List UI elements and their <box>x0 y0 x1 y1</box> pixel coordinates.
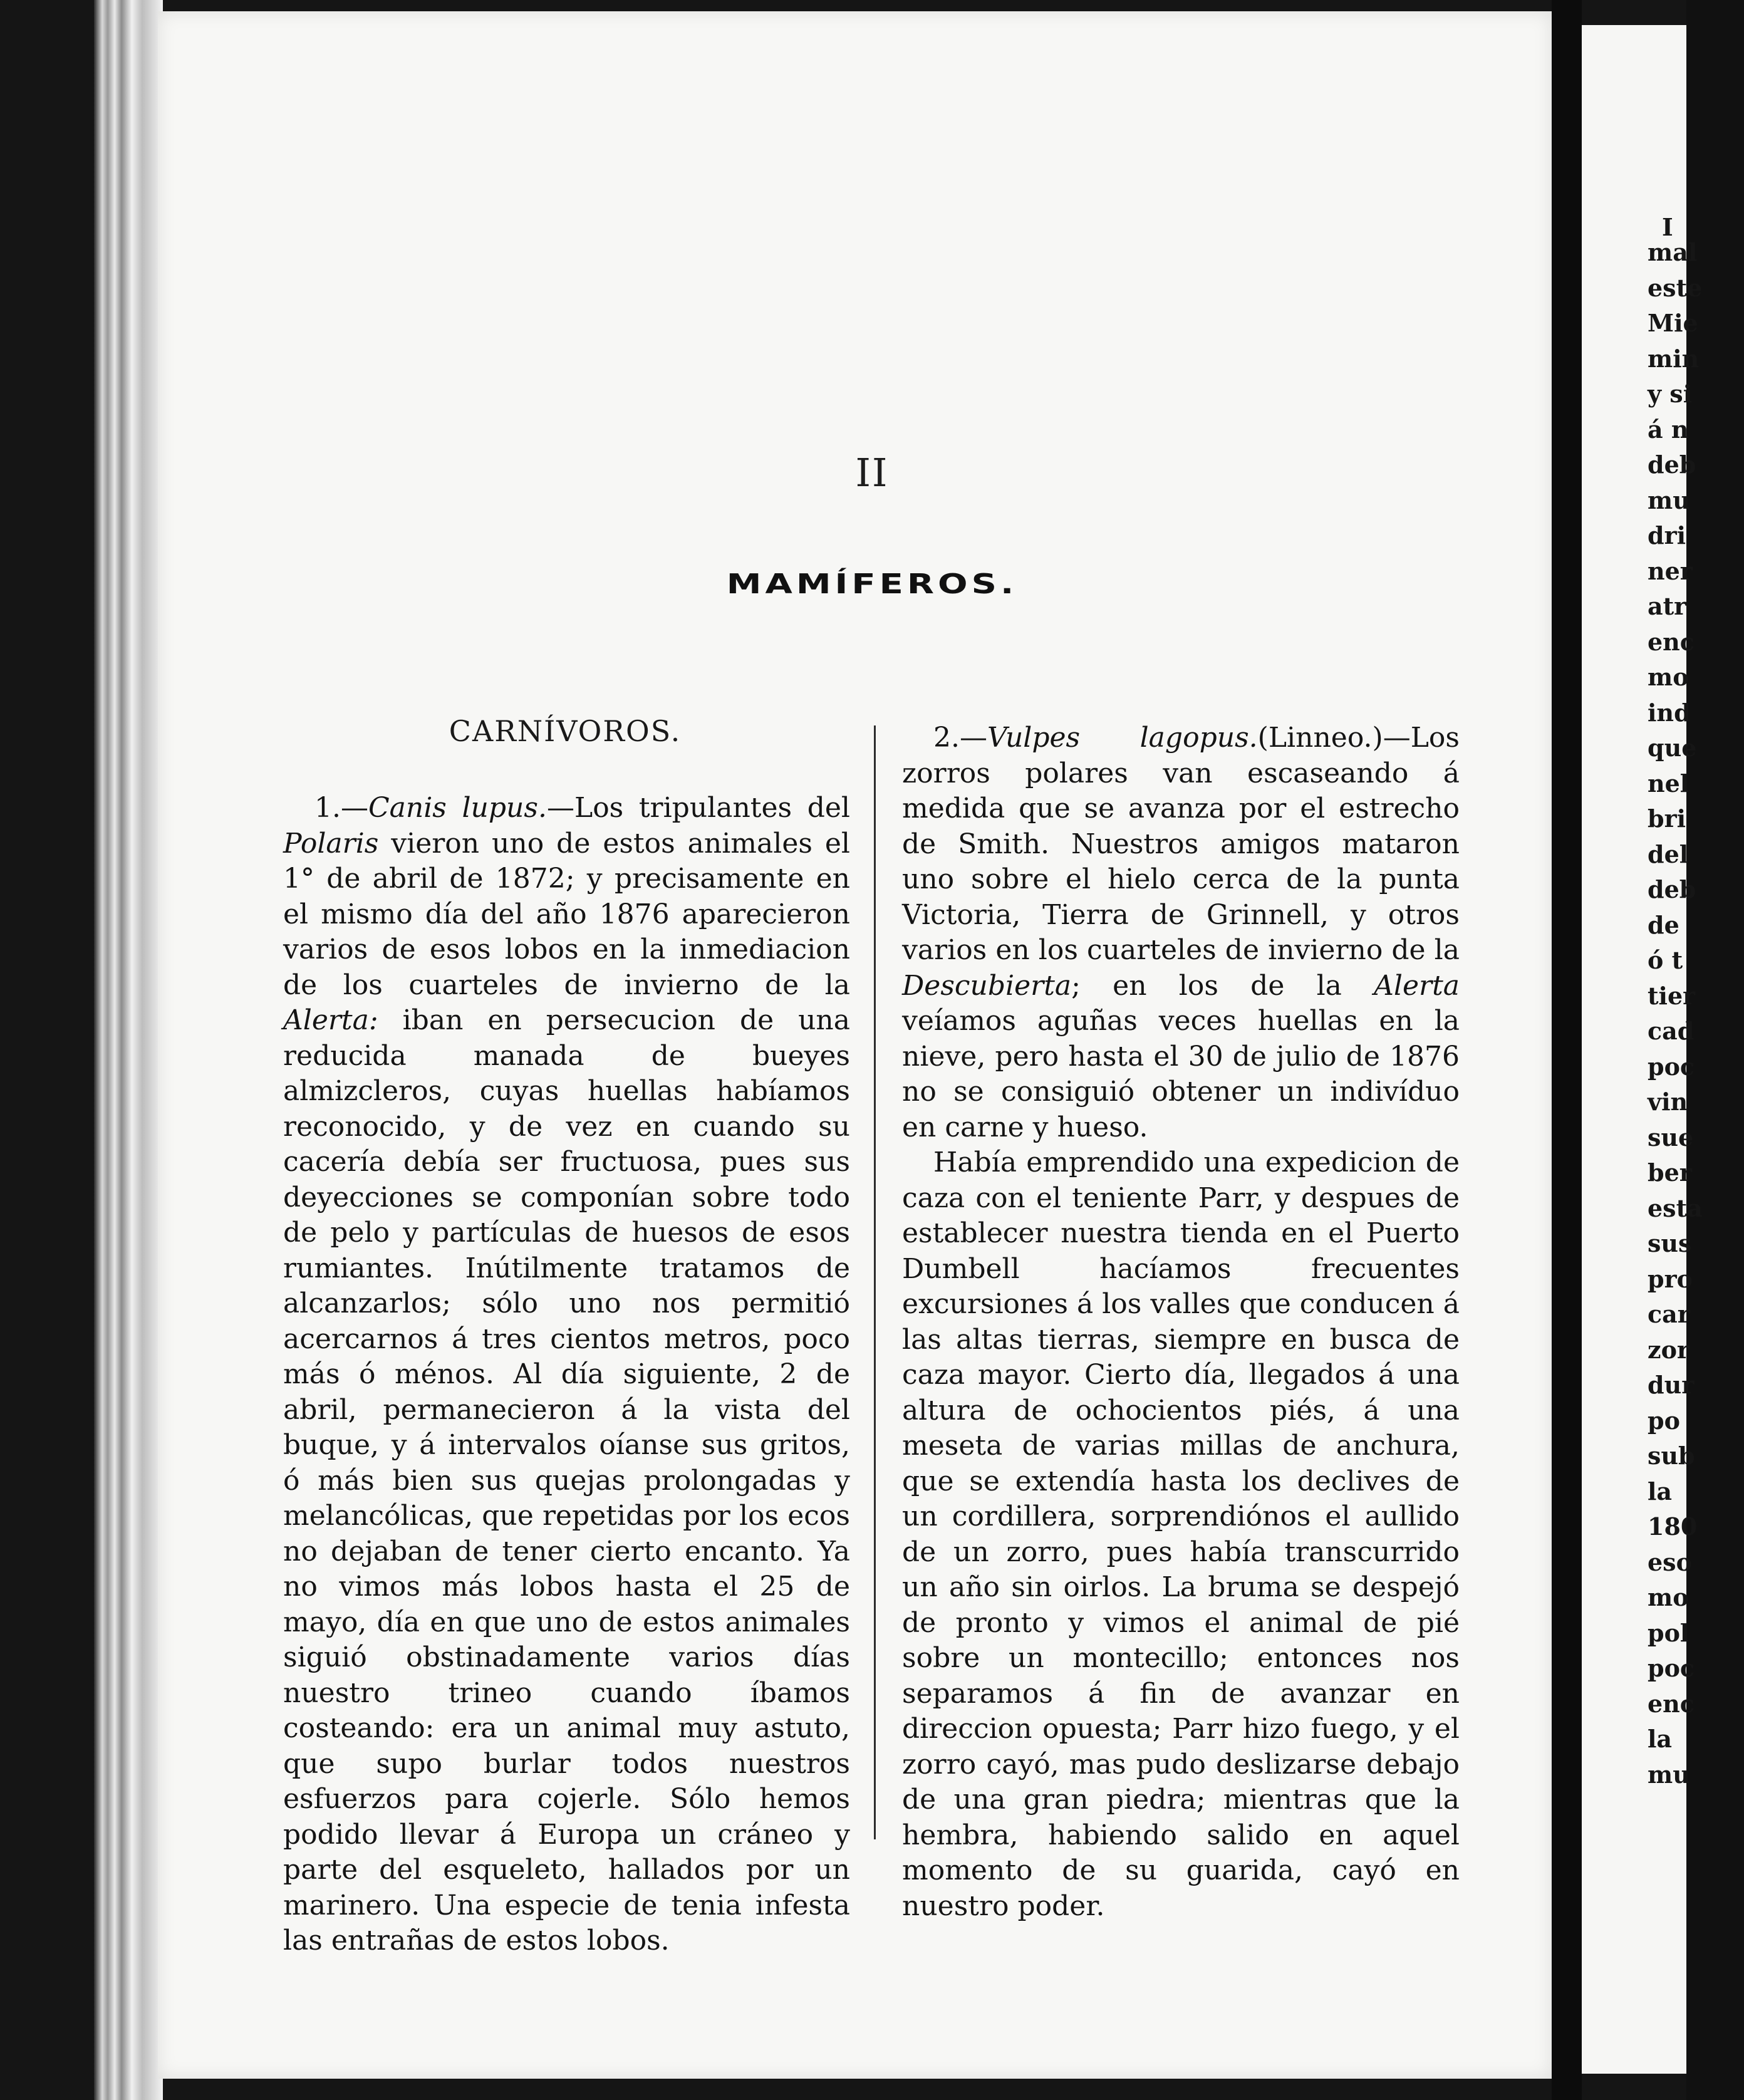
paragraph-text: —Los tripulantes del <box>546 792 850 824</box>
facing-page-line-fragment: min <box>1648 344 1700 373</box>
facing-page-line-fragment: ind <box>1648 698 1691 727</box>
species-name: Canis lupus. <box>368 792 547 824</box>
facing-page-line-fragment: deb <box>1648 875 1696 903</box>
chapter-number: II <box>855 450 889 496</box>
facing-page-line-fragment: poc <box>1648 1052 1695 1081</box>
ship-name: Descubierta <box>902 969 1072 1002</box>
facing-page-line-fragment: sub <box>1648 1442 1695 1470</box>
paragraph-text: ; en los de la <box>1071 969 1374 1002</box>
book-gutter <box>1552 0 1582 2100</box>
facing-page-line-fragment: á n <box>1648 415 1689 444</box>
species-name: Vulpes lagopus. <box>987 722 1258 754</box>
ship-name: Alerta: <box>283 1004 378 1036</box>
facing-page-line-fragment: mu <box>1648 486 1690 514</box>
paragraph-canis-lupus <box>283 791 850 1959</box>
facing-page-line-fragment: este <box>1648 273 1703 302</box>
chapter-title: MAMÍFEROS. <box>726 568 1018 600</box>
facing-page-line-fragment: mo <box>1648 1583 1689 1611</box>
facing-page-line-fragment: tier <box>1648 981 1696 1010</box>
facing-page-line-fragment: sue <box>1648 1123 1694 1151</box>
facing-page-line-fragment: mu <box>1648 1760 1690 1789</box>
entry-number: 2.— <box>933 722 987 754</box>
ship-name: Polaris <box>283 827 379 860</box>
facing-page-line-fragment: dur <box>1648 1371 1695 1399</box>
facing-page-line-fragment: mal <box>1648 238 1698 266</box>
facing-page-line-fragment: la <box>1648 1725 1673 1753</box>
facing-page-line-fragment: que <box>1648 734 1697 762</box>
facing-page-line-fragment: deb <box>1648 450 1696 479</box>
facing-page-line-fragment: nel <box>1648 769 1689 798</box>
facing-page-line-fragment: dri <box>1648 521 1686 549</box>
facing-page-line-fragment: cad <box>1648 1017 1695 1045</box>
facing-page-line-fragment: vin <box>1648 1088 1688 1116</box>
facing-page-line-fragment: ner <box>1648 556 1693 585</box>
paragraph-text: vieron uno de estos animales el 1° de abril de 1872; y precisamente en el mismo día del año 1876 aparecieron varios de esos lobos en la inmediacion de los cuarteles de invierno de la <box>283 827 850 1001</box>
ship-name: Alerta <box>1374 969 1460 1002</box>
facing-page-line-fragment: zor <box>1648 1335 1689 1364</box>
paragraph-text: iban en persecucion de una reducida manada de bueyes almizcleros, cuyas huellas habíamos reconocido, y de vez en cuando su cacería debía ser fructuosa, pues sus deyecciones se componían sobre todo de pelo y partículas de huesos de esos rumiantes. Inútilmente tratamos de alcanzarlos; sólo uno nos permitió acercarnos á tres cientos metros, poco más ó ménos. Al día siguiente, 2 de abril, permanecieron á la vista del buque, y á intervalos oíanse sus gritos, ó más bien sus quejas prolongadas y melancólicas, que repetidas por los ecos no dejaban de tener cierto encanto. Ya no vimos más lobos hasta el 25 de mayo, día en que uno de estos animales siguió obstinadamente varios días nuestro trineo cuando íbamos costeando: era un animal muy astuto, que supo burlar todos nuestros esfuerzos para cojerle. Sólo hemos podido llevar á Europa un cráneo y parte del esqueleto, hallados por un marinero. Una especie de tenia infesta las entrañas de estos lobos. <box>283 1004 850 1957</box>
book-page-edges <box>94 0 163 2100</box>
facing-page-line-fragment: ó t <box>1648 946 1683 974</box>
facing-page-line-fragment: y si <box>1648 380 1693 408</box>
facing-page-line-fragment: po <box>1648 1406 1680 1435</box>
facing-page-line-fragment: poc <box>1648 1654 1695 1682</box>
facing-page-line-fragment: ber <box>1648 1158 1692 1187</box>
facing-page-line-fragment: pro <box>1648 1264 1693 1293</box>
facing-page-line-fragment: eso <box>1648 1547 1692 1576</box>
facing-page-line-fragment: enc <box>1648 1689 1695 1718</box>
facing-page-line-fragment: car <box>1648 1300 1690 1328</box>
facing-page-line-fragment: esta <box>1648 1193 1703 1222</box>
facing-page-line-fragment: pol <box>1648 1618 1689 1647</box>
facing-page-line-fragment: I <box>1662 213 1673 241</box>
facing-page-line-fragment: bri <box>1648 804 1686 833</box>
facing-page-line-fragment: 180 <box>1648 1512 1698 1541</box>
section-heading: CARNÍVOROS. <box>449 714 682 748</box>
paragraph-expedition: Había emprendido una expedicion de caza con el teniente Parr, y despues de establecer nuestra tienda en el Puerto Dumbell hacíamos frecuentes excursiones á los valles que conducen á las altas tierras, siempre en busca de caza mayor. Cierto día, llegados á una altura de ochocientos piés, á una meseta de varias millas de anchura, que se extendía hasta los declives de un cordillera, sorprendiónos el aullido de un zorro, pues había transcurrido un año sin oirlos. La bruma se despejó de pronto y vimos el animal de pié sobre un montecillo; entonces nos separamos á fin de avanzar en direccion opuesta; Parr hizo fuego, y el zorro cayó, mas pudo deslizarse debajo de una gran piedra; mientras que la hembra, habiendo salido en aquel momento de su guarida, cayó en nuestro poder. <box>902 1146 1460 1922</box>
facing-page <box>1582 25 1703 2074</box>
facing-page-line-fragment: enc <box>1648 627 1695 656</box>
facing-page-line-fragment: sus <box>1648 1229 1692 1257</box>
facing-page-line-fragment: mo <box>1648 663 1689 691</box>
paragraph-text: (Linneo.)—Los zorros polares van escaseando á medida que se avanza por el estrecho de Smith. Nuestros amigos mataron uno sobre el hielo cerca de la punta Victoria, Tierra de Grinnell, y otros varios en los cuarteles de invierno de la <box>902 722 1460 966</box>
facing-page-line-fragment: la <box>1648 1477 1673 1505</box>
paragraph-vulpes-lagopus <box>902 720 1460 1145</box>
right-text-column <box>902 720 1460 1924</box>
paragraph-text: veíamos aguñas veces huellas en la nieve, pero hasta el 30 de julio de 1876 no se consiguió obtener un indivíduo en carne y hueso. <box>902 1005 1460 1143</box>
facing-page-line-fragment: atr <box>1648 592 1687 620</box>
left-text-column <box>283 791 850 1959</box>
column-divider <box>874 725 876 1839</box>
facing-page-line-fragment: Mie <box>1648 309 1698 337</box>
entry-number: 1.— <box>314 792 368 824</box>
facing-page-line-fragment: del <box>1648 839 1689 868</box>
facing-page-line-fragment: de <box>1648 910 1679 939</box>
